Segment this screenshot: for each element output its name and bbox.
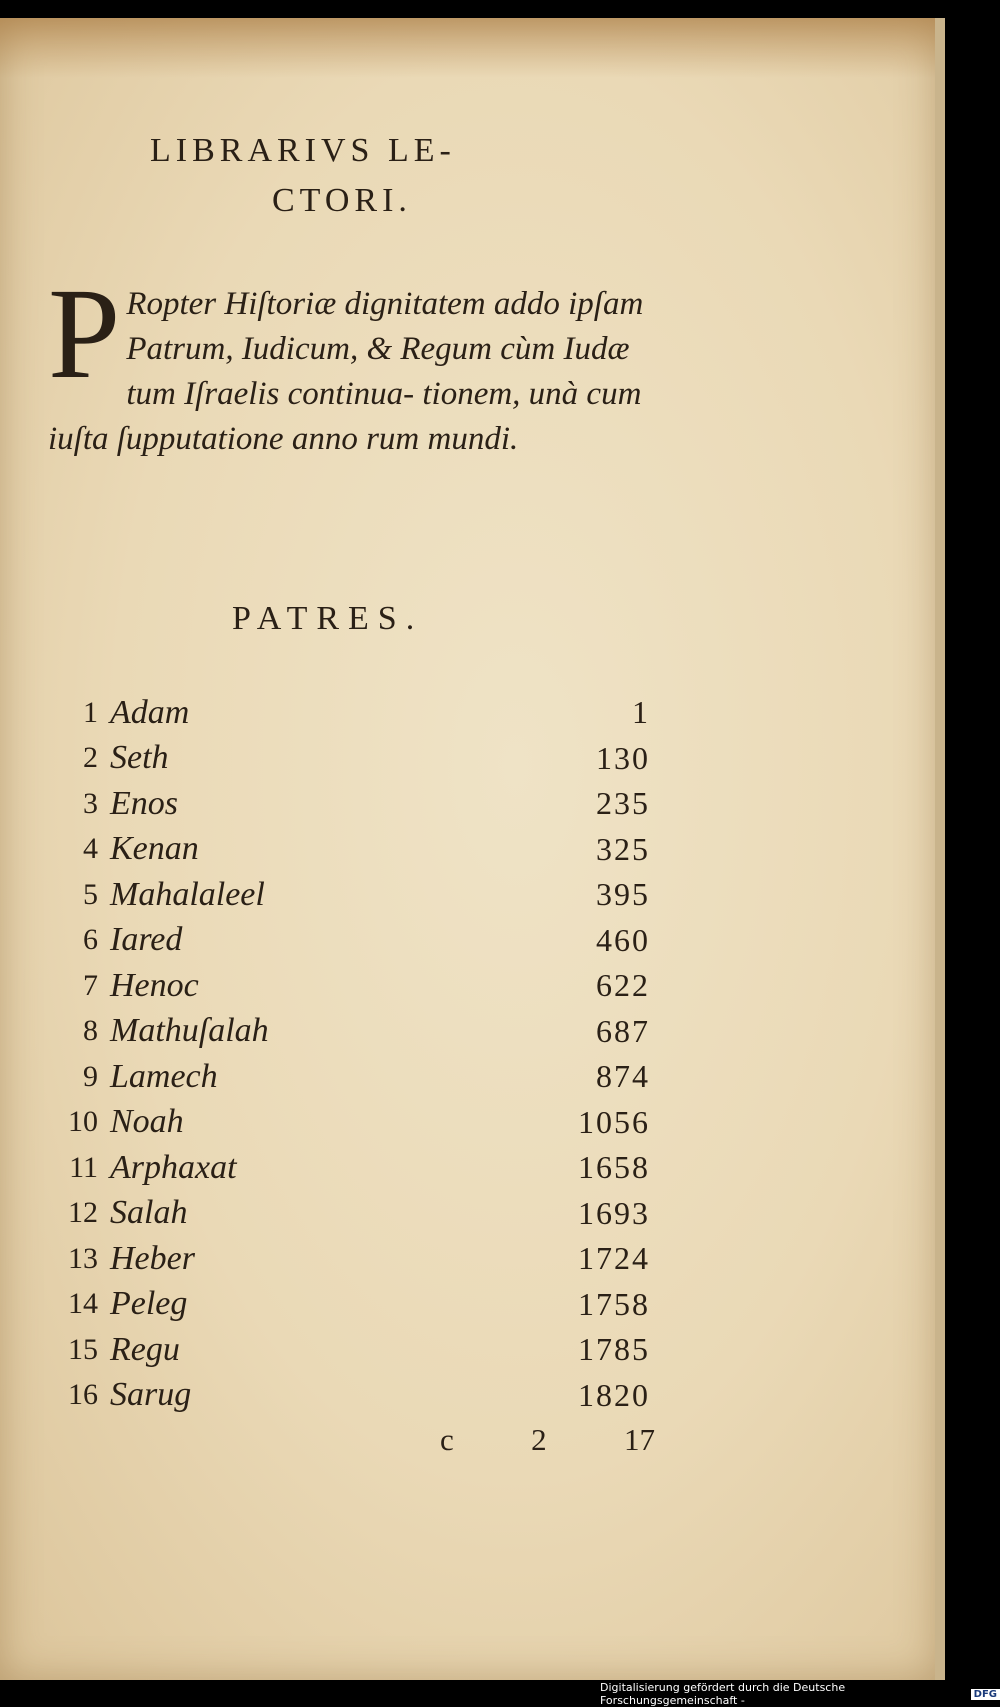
row-name: Adam [110, 693, 190, 731]
list-item [38, 1236, 658, 1282]
list-item [38, 1327, 658, 1373]
list-item [38, 1145, 658, 1191]
dfg-logo-icon: DFG [971, 1689, 1000, 1700]
row-number: 9 [83, 1059, 98, 1093]
row-year: 235 [596, 785, 650, 822]
row-name: Iared [110, 921, 183, 959]
row-name: Peleg [110, 1285, 188, 1323]
row-name: Enos [110, 784, 178, 822]
list-item [38, 1009, 658, 1055]
row-number: 10 [68, 1105, 98, 1139]
row-number: 4 [83, 832, 98, 866]
row-year: 460 [596, 921, 650, 958]
signature-number: 2 [531, 1422, 547, 1457]
list-item [38, 781, 658, 827]
row-name: Seth [110, 739, 169, 777]
row-year: 1820 [578, 1376, 650, 1413]
page-edge [935, 18, 945, 1680]
row-year: 687 [596, 1012, 650, 1049]
intro-paragraph [48, 262, 668, 462]
book-page [0, 18, 937, 1680]
row-year: 1658 [578, 1149, 650, 1186]
row-number: 7 [83, 968, 98, 1002]
row-year: 1693 [578, 1194, 650, 1231]
row-year: 622 [596, 967, 650, 1004]
row-number: 2 [83, 741, 98, 775]
row-number: 13 [68, 1241, 98, 1275]
row-name: Noah [110, 1103, 184, 1141]
row-number: 6 [83, 923, 98, 957]
section-title: PATRES. [232, 600, 424, 637]
row-name: Sarug [110, 1376, 192, 1414]
row-name: Regu [110, 1330, 180, 1368]
list-item [38, 827, 658, 873]
list-item [38, 918, 658, 964]
list-item [38, 736, 658, 782]
row-number: 16 [68, 1378, 98, 1412]
drop-cap: P [48, 262, 121, 406]
row-year: 130 [596, 739, 650, 776]
paragraph-text: Ropter Hiſtoriæ dignitatem addo ipſam Patrum, Iudicum, & Regum cùm Iudæ tum Iſraelis continua- tionem, unà cum iuſta ſupputatione anno rum mundi. [48, 286, 644, 457]
row-number: 8 [83, 1014, 98, 1048]
patres-list [38, 690, 658, 1418]
row-name: Mathuſalah [110, 1012, 269, 1050]
row-number: 15 [68, 1332, 98, 1366]
heading-line-1: LIBRARIVS LE- [150, 132, 456, 169]
list-item [38, 1282, 658, 1328]
list-item [38, 963, 658, 1009]
heading-line-2: CTORI. [272, 182, 412, 219]
row-number: 12 [68, 1196, 98, 1230]
list-item [38, 690, 658, 736]
row-name: Heber [110, 1239, 195, 1277]
row-year: 325 [596, 830, 650, 867]
page-heading [150, 126, 456, 226]
row-name: Mahalaleel [110, 875, 265, 913]
list-item [38, 1054, 658, 1100]
row-name: Kenan [110, 830, 199, 868]
page-stain [0, 18, 937, 78]
row-number: 5 [83, 877, 98, 911]
row-number: 3 [83, 786, 98, 820]
list-item [38, 1373, 658, 1419]
list-item [38, 1100, 658, 1146]
catchword: 17 [623, 1422, 655, 1457]
row-year: 1 [632, 694, 650, 731]
row-year: 1758 [578, 1285, 650, 1322]
page-footer [440, 1422, 655, 1458]
row-name: Lamech [110, 1057, 218, 1095]
row-number: 11 [69, 1150, 98, 1184]
row-number: 14 [68, 1287, 98, 1321]
list-item [38, 1191, 658, 1237]
list-item [38, 872, 658, 918]
row-name: Salah [110, 1194, 188, 1232]
row-year: 1724 [578, 1240, 650, 1277]
row-year: 1785 [578, 1331, 650, 1368]
row-name: Arphaxat [110, 1148, 237, 1186]
signature-letter: c [440, 1422, 454, 1457]
row-number: 1 [83, 695, 98, 729]
row-name: Henoc [110, 966, 199, 1004]
credit-text: Digitalisierung gefördert durch die Deutsche Forschungsgemeinschaft - [600, 1681, 846, 1707]
row-year: 395 [596, 876, 650, 913]
row-year: 874 [596, 1058, 650, 1095]
row-year: 1056 [578, 1103, 650, 1140]
digitization-credit [600, 1681, 1000, 1707]
